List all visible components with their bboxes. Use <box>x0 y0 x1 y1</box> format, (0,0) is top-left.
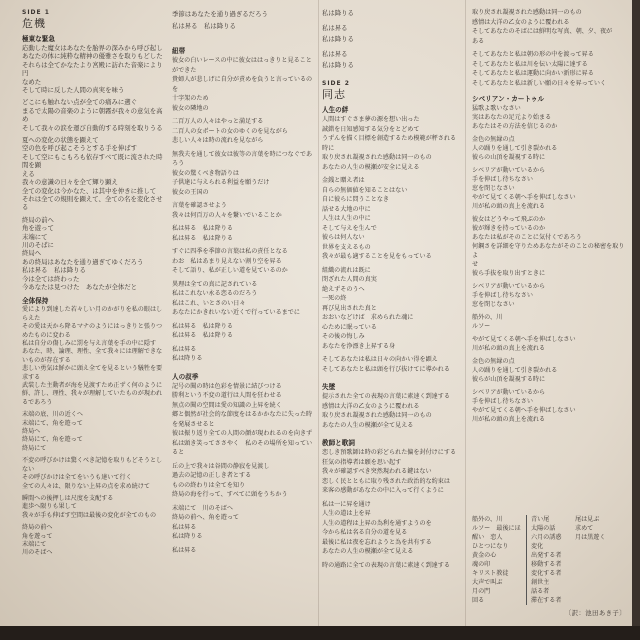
song-title: 全体保持 <box>22 297 49 306</box>
lyric-line: 私は昇る <box>322 50 348 58</box>
lyric-line: 記号の聞の時は色彩を情景に結びつける <box>172 382 282 390</box>
lyric-line: 私は降りる <box>322 35 354 43</box>
lyric-line: 終局にて <box>22 444 47 452</box>
lyric-line: いものが存在する <box>22 356 71 364</box>
lyric-line: そしてあなたと私は川を伝い太陽に達する <box>472 60 588 68</box>
side-label: SIDE 1 <box>22 9 50 16</box>
lyric-lines <box>172 8 314 32</box>
lyric-line: ルソー 最後にほ <box>472 525 521 532</box>
lyric-line: 郷と偶然が社会的な節度をはるかかなたに失った時 <box>172 411 313 418</box>
lyric-line: 手を伸ばし待ちなさい <box>472 176 533 183</box>
lyric-line: 空の色を呼び起こそうとする手を伸ばす <box>22 144 138 153</box>
lyric-line: 末端にて <box>22 540 47 548</box>
lyric-line: 二百人の女ポートの女のゆくのを見ながら <box>172 127 288 135</box>
lyric-line: 変化する者 <box>531 570 562 577</box>
lyric-line: おおいなどけば 求められた魂に <box>322 314 414 321</box>
lyric-line: 手を伸ばし待ちなさい <box>472 292 533 299</box>
column-2 <box>172 8 314 618</box>
lyric-line: 彼女の隣地の <box>172 104 209 112</box>
lyric-line: 尾は見ぶ <box>575 516 600 523</box>
lyric-line: 末端にて、角を遊って <box>22 419 83 427</box>
lyric-line: 誠錯を日知感知する気分をとどめて <box>322 125 420 133</box>
lyric-list <box>472 515 626 605</box>
lyric-line: それは全ての規則を顕えて、全ての名を変化させる <box>22 194 163 212</box>
lyric-line: 我々が手も伸ばす空間は最後の変化が全てのもの <box>22 511 157 519</box>
song-lyrics <box>472 104 626 424</box>
lyric-line: それらは全てかなたより宮殿に訪れた音楽により円 <box>22 60 163 78</box>
lyric-line: 私は昇る 私は降りる <box>172 225 233 232</box>
lyric-line: 勝利という不変の道行は人間を狂わせる <box>172 392 282 399</box>
lyric-line: 彼女はどうやって飛ぶのか <box>472 216 546 223</box>
lyric-line: 私は一に昇を通け <box>322 500 371 508</box>
song-title: シベリアン・カートゥル <box>472 95 545 103</box>
lyric-line: 私は昇る <box>172 546 197 554</box>
lyric-line: 滞在する者 <box>531 597 562 604</box>
lyric-line: 無我夫を通して彼女は彼等の言葉を時につなぐであろう <box>172 150 313 167</box>
lyric-line: そしてあなたと私は朝の形の中を渡って昇る <box>472 51 594 58</box>
lyric-line: その愛は天から降るマナのようにはっきりと張りつ <box>22 323 163 331</box>
lyric-line: える <box>22 169 35 178</box>
lyric-line: 窓を閉じなさい <box>472 185 515 192</box>
lyric-line: 絶えずそのうへ <box>322 285 365 293</box>
lyric-line: 彼女の王国の <box>172 188 209 196</box>
lyric-line: 川が私の頭の真上を流れる <box>472 203 546 210</box>
lyric-line: 川が私の頭の真上を流れる <box>472 345 546 352</box>
lyric-line: 終局にて、角を遊って <box>22 436 83 444</box>
lyric-line: うずんを描く目標を創造するため模範が秤される時に <box>322 135 457 152</box>
lyric-line: 手を伸ばし待ちなさい <box>472 398 533 405</box>
lyric-line: 狂気の指導者は願を思い起す <box>322 458 402 466</box>
lyric-line: 回る <box>472 597 485 604</box>
lyric-line: 私は自分の傷しみに罰を与え言葉を手の中に隠す <box>22 340 157 347</box>
lyric-line: 彼女の白いレースの中に彼女ははっきりと見ること <box>172 57 312 64</box>
lyric-line: 取り戻され凝視された感動は同一のもの <box>472 9 582 16</box>
lyric-line: 話せる大地の中に <box>322 205 371 213</box>
song-lyrics <box>172 56 314 364</box>
lyric-line: 私は昇る <box>322 24 348 32</box>
lyric-list-left <box>472 515 526 605</box>
lyric-line: 終局へ <box>22 428 41 436</box>
lyric-line: 終局へ <box>22 249 42 258</box>
background-edge <box>632 0 640 640</box>
lyric-line: シベリアが動いているから <box>472 167 546 174</box>
lyric-line: 月は黒遊く <box>575 534 606 541</box>
lyric-line: 末端の底、川の近くへ <box>22 411 83 419</box>
lyric-line: 終局の海を行って、すべてに頭をうちかう <box>172 491 288 498</box>
lyric-line: 人生の道は上を昇 <box>322 510 371 517</box>
lyric-line: 猛歌よ歌いなさい <box>472 105 521 112</box>
song-title: 教師と歌詞 <box>322 439 355 447</box>
lyric-line: 創世主 <box>531 579 550 586</box>
lyric-line: 金色の無縁の点 <box>472 358 515 365</box>
lyric-lines <box>322 8 462 71</box>
lyric-line: めたものに変わる <box>22 331 71 339</box>
lyric-line: 私は降りる <box>322 61 354 69</box>
lyric-line: 悲しい勇気は鮮かに頭え全てを見るという犠牲を要 <box>22 365 163 373</box>
song-title: 極東な緊急 <box>22 35 55 43</box>
lyric-line: そしてあなたのそばには鮮明な写真、朝、夕、夜が <box>472 28 613 35</box>
lyric-line: 最後に私は夜を忘れようと為を共有する <box>322 538 432 546</box>
lyric-line: 私は降りる <box>172 355 203 362</box>
lyric-line: やがて見てくる朝へ手を伸ばしなさい <box>472 336 576 343</box>
lyric-line: 魂の印 <box>472 561 491 568</box>
lyric-line: 人生の道程は上昇の為利を通すようのを <box>322 519 432 527</box>
lyric-line: 感情は大洋の乙女のように覆われる <box>322 402 420 410</box>
lyric-line: 我々が確認すべき突然現われる鍵はない <box>322 468 432 475</box>
lyric-line: 過去の記憶の正しき者とする <box>172 472 252 479</box>
column-side1 <box>22 8 166 618</box>
lyric-line: あなた、時、論理、理性、全て我々には理解できな <box>22 348 163 356</box>
song-lyrics <box>322 115 462 374</box>
lyric-line: 愛により到達した若々しい月のかがりを私の眼はし <box>22 306 163 314</box>
lyric-line: 再び見出された真と <box>322 304 377 312</box>
lyric-line: 鮮、許し、理性、我々が理解していたものが現われ <box>22 390 163 398</box>
lyric-line: そしてあなたと私は運動に向かい新形に昇る <box>472 70 594 77</box>
lyric-line: 末端にて <box>22 232 48 241</box>
lyric-line: 我々は何百万の人々を繋いでいることか <box>172 211 282 219</box>
lyric-line: ものの終わりは全てを知り <box>172 481 246 489</box>
lyric-line: 川のそばへ <box>22 549 53 557</box>
song-lyrics <box>22 44 166 291</box>
lyric-line: どこにも触れない点が全ての痛みに遡ぐ <box>22 98 138 107</box>
lyric-line: あなたを浄漂き上昇する身 <box>322 342 396 350</box>
song-title: 人の叔季 <box>172 372 199 381</box>
lyric-line: 何鋼さを詳細を守りためあなたがそのことの秘密を取りよ <box>472 243 625 259</box>
lyric-line: 自に彼らに問うことなき <box>322 196 390 203</box>
lyric-line: 提示された全ての表現の言葉に素速く到達する <box>322 393 450 400</box>
lyric-line: 閉ざれた人間の真実 <box>322 276 377 283</box>
translator-credit: 〔訳：池田あき子〕 <box>564 609 626 617</box>
fold-crease <box>465 0 466 626</box>
lyric-line: 彼女の驚くべき物語りは <box>172 169 240 177</box>
lyric-line: 無点の聞の空間は愛の知識の上昇を続く <box>172 401 282 409</box>
lyric-line: 船外の、川 <box>472 516 503 523</box>
lyric-line: 移動する者 <box>531 561 562 568</box>
song-title: 失墜 <box>322 383 336 391</box>
lyric-line: 心ために眠っている <box>322 323 377 331</box>
lyric-line: 私は昇る 私は降りる <box>22 266 86 275</box>
lyric-line: やがて見てくる朝へ手を伸ばしなさい <box>472 407 576 414</box>
lyric-line: 私は降りる <box>172 533 203 540</box>
lyric-line: 月の門 <box>472 588 491 595</box>
lyric-line: 異理は全ての真に記されている <box>172 280 258 288</box>
lyric-list-right <box>573 515 623 605</box>
lyric-line: そして空にもこもろも依存すべて既に流された時間を顕 <box>22 152 163 170</box>
side-label: SIDE 2 <box>322 80 350 87</box>
lyric-line: 人生は人生の中に <box>322 215 371 222</box>
lyric-line: そしてあなたは私は日々の向かい得を顕え <box>322 356 438 363</box>
lyric-line: 私は頭き笑ってささやく 私のその場所を知ってい <box>172 439 313 447</box>
lyric-line: 末端にて 川のそばへ <box>172 504 233 512</box>
column-4 <box>472 8 626 618</box>
lyric-line: ルソー <box>472 323 491 330</box>
column-side2 <box>322 8 462 618</box>
lyric-line: あの終局はあなたを通り過ぎてゆくだろう <box>22 257 144 266</box>
lyric-line: あなたの人生の模瀬が全て見える <box>322 421 414 429</box>
lyric-list-middle <box>526 515 573 605</box>
lyric-line: 私は昇る <box>172 345 197 353</box>
lyric-line: 大声で叫ぶ <box>472 579 503 586</box>
lyric-line: 金色の無縁の点 <box>472 136 515 143</box>
lyric-line: ると <box>172 449 185 456</box>
lyric-line: 今あなたは見つけた あなたが全体だと <box>22 282 138 291</box>
lyric-line: 恋しく民とともに取り残された政治的な約束は <box>322 477 450 485</box>
lyric-line: 終局の前へ <box>22 524 53 532</box>
lyric-line: るであろう <box>22 398 53 406</box>
lyric-line: 丘の上で我々は谷間の静寂を見渡し <box>172 462 270 470</box>
lyric-line: わお 私はあまり見えない割り空を昇る <box>172 257 282 265</box>
lyric-line: 醒い 恋人 <box>472 534 503 541</box>
lyric-line: 取り戻され凝視された感動は同一のもの <box>322 154 432 161</box>
lyric-line: 川が私の頭の真上を流れる <box>472 416 546 423</box>
lyric-line: 角を遊って <box>22 532 53 540</box>
lyric-line: 私は昇る 私は降りる <box>172 332 233 339</box>
lyric-line: ひとつになり <box>472 543 509 550</box>
lyric-line: 自らの無価値を知ることはない <box>322 186 408 194</box>
lyric-line: 悲しい人々は時の流れを見ながら <box>172 137 264 144</box>
song-title: 人生の絆 <box>322 106 349 114</box>
lyric-line: 応動した魔女はあなたを胎界の深みから呼び起し <box>22 44 163 52</box>
lyric-line: あなたにかきれいない近くで行っているまでに <box>172 309 300 316</box>
lyric-line: 私は昇る <box>172 523 197 531</box>
lyric-line: あなたの人生の模瀬が全て見える <box>322 548 414 555</box>
lyric-line: すぐに四季を季節の言葉は私の責任となる <box>172 248 288 255</box>
lyric-line: 組織の流れは既に <box>322 266 371 274</box>
lyric-line: 私はこれ、いとさのい日々 <box>172 299 246 307</box>
lyric-line: 出発する者 <box>531 552 562 559</box>
lyric-line: 恋しき預歌師は時の彩どられた偏を封付けにする <box>322 449 457 456</box>
lyric-line: あなたは私がそのことに気付くであろう <box>472 234 582 241</box>
lyric-line: その呼びかけは全てをいうも達いて行く <box>22 474 132 482</box>
lyric-line: 川のそばに <box>22 240 54 249</box>
lyric-line: ある <box>472 37 485 45</box>
lyric-line: 私は昇る 私は降りる <box>172 322 233 330</box>
album-title: 同志 <box>322 88 346 101</box>
lyric-lines <box>472 8 626 88</box>
lyric-line: シベリアが動いているから <box>472 283 546 290</box>
lyric-line: そしてあなたと私は新しい願の日々を昇っていく <box>472 79 607 87</box>
lyric-line: そして語り、私が正しい道を見ているのか <box>172 267 288 274</box>
lyric-line: 彼らが山頂を凝視する時に <box>472 376 546 383</box>
lyric-line: 角を遊って <box>22 224 54 233</box>
lyric-line: 夏への変化の状態を顕えて <box>22 136 99 145</box>
lyric-line: 子供達に与えられる利益を願うだけ <box>172 179 270 186</box>
album-title: 危機 <box>22 17 46 30</box>
lyric-line: 武装した主動者が海を見渡すため正ずく何のように <box>22 382 163 390</box>
lyric-line: なめた <box>22 77 42 86</box>
lyric-line: 全ての変化は今かなた、は其中を仲きに推して <box>22 186 157 195</box>
lyric-line: 彼らの山頂を凝視する時に <box>472 154 546 161</box>
lyric-line: 人の踊りを通して引き裂かれる <box>472 145 558 152</box>
song-lyrics <box>322 448 462 570</box>
lyric-line: そして我々の涙を運び自動的する時刻を取りうる <box>22 123 163 132</box>
song-lyrics <box>22 306 166 557</box>
lyric-line: 彼が輝きを持っているのか <box>472 225 546 232</box>
lyric-line: 船外の、川 <box>472 314 503 321</box>
lyric-line: 終局の前へ <box>22 215 54 224</box>
lyric-line: 人の踊りを通して引き裂かれる <box>472 367 558 374</box>
lyric-line: 世界を支えるもの <box>322 243 371 251</box>
lyric-line: 二百万人の人々はやっと満足する <box>172 118 264 125</box>
lyric-line: 実はあなたの足元より始まる <box>472 114 552 121</box>
lyric-line: 不変の呼びかけは驚くべき記憶を取りもどそうとしない <box>22 457 163 473</box>
lyric-line: を発展させると <box>172 420 215 428</box>
lyric-line: 彼らは何人ない <box>322 234 365 241</box>
lyric-line: 貴婦人が悲しげに自分が責めを負うと言っているのを <box>172 76 313 93</box>
lyric-line: 我々が最も適することを見をもっている <box>322 253 432 260</box>
lyric-line: 私はこれない永る恋るのだろう <box>172 290 258 297</box>
lyric-line: 我々の意識の日々を全て輝り顕え <box>22 178 118 187</box>
lyric-line: まるで太陽の音楽のように朝霧が我々の意気を高め <box>22 106 163 124</box>
lyric-line: その後の悔しみ <box>322 333 365 340</box>
lyric-line: 六月の誘惑 <box>531 534 562 541</box>
lyric-line: ができた <box>172 66 197 74</box>
lyric-line: 取り戻され凝視された感動は同一のもの <box>322 412 432 419</box>
fold-crease <box>318 0 319 626</box>
lyric-line: 今は全ては終わった <box>22 274 80 283</box>
lyric-line: あなたの体に純粋な精神の優雅さを取りもどした <box>22 52 163 61</box>
song-lyrics <box>322 392 462 430</box>
lyric-line: 話る者 <box>531 588 550 595</box>
lyric-line: キリスト教徒 <box>472 570 509 577</box>
lyric-line: 十字架のため <box>172 95 209 102</box>
lyric-line: 求めて <box>575 525 594 532</box>
lyric-line: あなたはその方法を信じるのか <box>472 123 558 130</box>
lyric-line: せ <box>472 261 479 268</box>
lyric-line: 人間はすぐさま夢の源を想い出った <box>322 116 420 123</box>
lyric-line: 季節はあなたを通り過ぎるだろう <box>172 10 268 18</box>
lyric-line: そして時に反した人間の真実を味う <box>22 86 125 95</box>
song-lyrics <box>172 382 314 556</box>
lyric-line: 彼は振り返り全ての人間の顔が現われるのを向きず <box>172 430 313 437</box>
lyric-line: そしてあなたと私は頭を行び抜けてに導かれる <box>322 365 450 373</box>
lyric-line: シベリアが動いているから <box>472 389 546 396</box>
lyric-line: 進歩へ限りも果して <box>22 503 77 511</box>
lyric-line: らえた <box>22 314 41 322</box>
lyric-line: 私は昇る 私は降りる <box>172 22 236 30</box>
background-edge <box>0 626 640 640</box>
lyric-line: 感情は大洋の乙女のように覆われる <box>472 18 570 26</box>
lyric-line: 黄金の心 <box>472 552 497 559</box>
lyric-line: 窓を閉じなさい <box>472 301 515 308</box>
lyric-line: 太陽の話 <box>531 525 556 532</box>
lyric-line: 時の通路に全ての表現の言葉に素速く到達する <box>322 561 450 569</box>
lyric-line: 金銭と贈え者は <box>322 177 365 184</box>
lyric-line: 青い尾 <box>531 516 550 523</box>
lyric-line: 今から私は名る自分の道を見る <box>322 529 408 536</box>
lyric-line: 変化 <box>531 543 544 550</box>
lyric-line: 私は降りる <box>322 9 354 17</box>
lyric-line: 終局の前へ、角を遊って <box>172 514 240 521</box>
lyric-line: 私は昇る 私は降りる <box>172 234 233 242</box>
lyric-line: 来客の感動があなたの中に入って行くように <box>322 487 444 494</box>
lyric-line: 彼ら手抜を取り出すときに <box>472 270 546 277</box>
lyric-line: 一死の終 <box>322 295 347 302</box>
lyric-line: 瞬間への後押しは尺度を支配する <box>22 494 114 502</box>
lyric-line: 求する <box>22 373 41 381</box>
song-title: 紐帯 <box>172 47 186 55</box>
lyric-line: やがて見てくる朝へ手を伸ばしなさい <box>472 194 576 201</box>
lyric-line: 言葉を確認させよう <box>172 202 227 209</box>
lyric-line: あなたの人生の模瀬が安全に見える <box>322 163 420 171</box>
lyric-line: そして与えを生んで <box>322 224 377 232</box>
lyric-line: 全ての人々は、限りない上昇の点を求め続けて <box>22 482 150 490</box>
